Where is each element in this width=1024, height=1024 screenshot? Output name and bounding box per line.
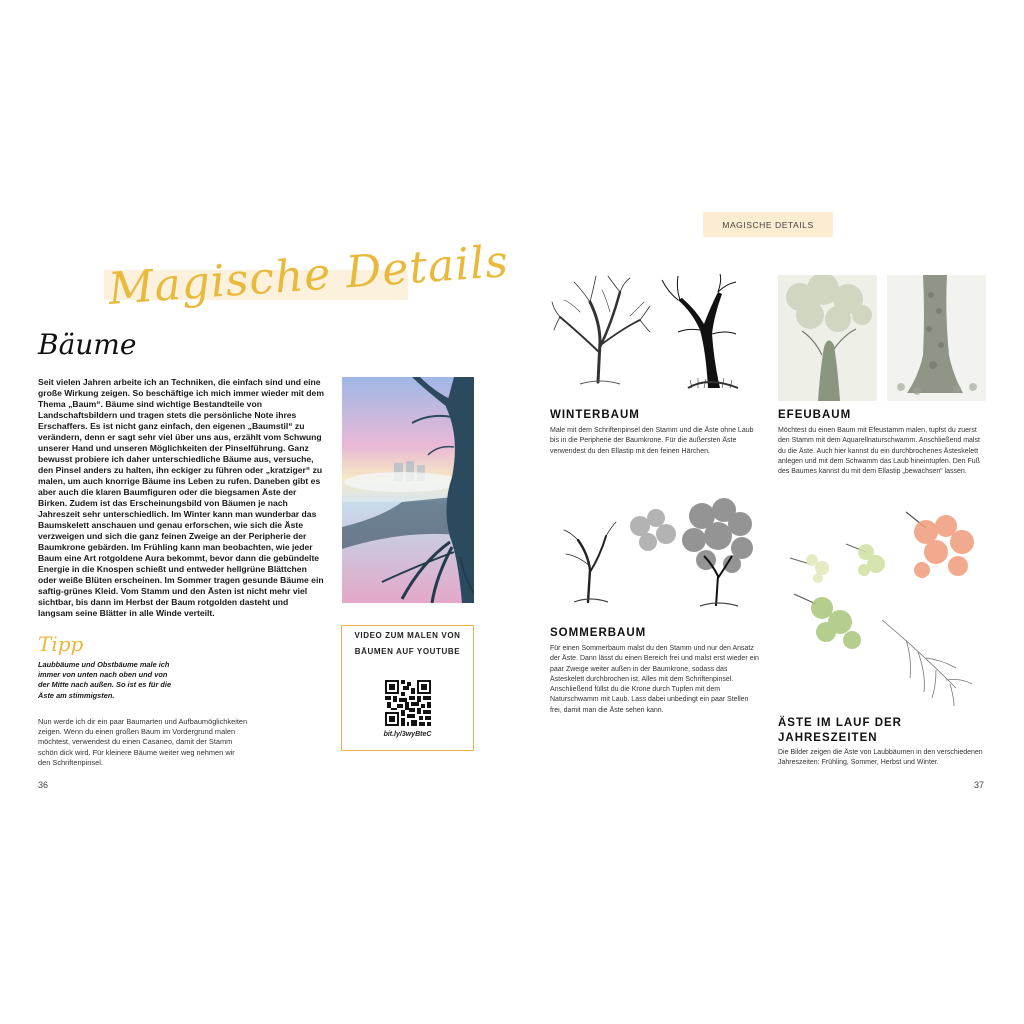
seasonal-branches-illustration — [786, 508, 986, 708]
efeubaum-text: Möchtest du einen Baum mit Efeustamm malen, tupfst du zuerst den Stamm mit dem Aquarellnaturschwamm. Anschließend malst du die Äste. Auch hier kannst du ein durchbrochenes Ästeskelett anlegen und mit dem Schwamm das Laub hineintupfen. Den Fuß des Baumes kannst du mit dem Ellastip „bewachsen“ lassen. — [778, 427, 980, 476]
qr-code-icon[interactable] — [385, 680, 431, 726]
video-callout-title: VIDEO ZUM MALEN VON BÄUMEN AUF YOUTUBE — [354, 631, 461, 656]
sommerbaum-text: Für einen Sommerbaum malst du den Stamm und nur den Ansatz der Äste. Dann lässt du einen Bereich frei und malst erst wieder ein paar Zweige weiter außen in der Baumkrone, sodass das Ästeskelett durchbrochen ist. Alles mit dem Schriftenpinsel. Anschließend füllst du die Krone durch Tupfen mit dem Naturschwamm mit Laub. Lass dabei unbedingt ein paar Stellen frei, damit man die Äste sehen kann. — [550, 645, 759, 714]
running-header-tag: MAGISCHE DETAILS — [703, 212, 833, 237]
tree-painting-image — [342, 377, 474, 603]
intro-paragraph: Seit vielen Jahren arbeite ich an Techniken, die einfach sind und eine große Wirkung zeigen. So beschäftige ich mich immer wieder mit dem Thema „Baum“. Bäume sind wichtige Bestandteile von Landschaftsbildern und tragen stets die persönliche Note ihres Erschaffers. Es ist nicht ganz einfach, den eigenen „Baumstil“ zu verändern, denn er sagt sehr viel über uns aus, erzählt vom Schwung unserer Hand und unseren Möglichkeiten der Pinselführung. Ganz bewusst probiere ich daher unterschiedliche Bäume aus, versuche, den Pinsel anders zu halten, ihn eckiger zu führen oder „kratziger“ zu malen, um auch knorrige Bäume ins Leben zu rufen. Daneben gibt es aber auch die klaren Baumfiguren oder die biegsamen Äste der Birken. Zudem ist das Erscheinungsbild von Bäumen je nach Jahreszeit sehr unterschiedlich. Im Winter kann man wunderbar das Baumskelett anschauen und genau erforschen, wie sich die Äste verzweigen und sich die ganz feinen Zweige an der Peripherie der Baumkrone gebärden. Im Frühling kann man beobachten, wie jeder Baum eine Art rotgoldene Aura bekommt, bevor dann die gebündelte Energie in die Knospen schießt und entweder hellgrüne Blättchen oder weiße Blüten erscheinen. Im Sommer tragen gesunde Bäume ein saftig-grünes Kleid. Vom Stamm und den Ästen ist nicht mehr viel sichtbar, bis dann im Herbst der Baum rotgolden dasteht und langsam seine Blätter in alle Winde verteilt. — [38, 377, 324, 618]
efeu-tree-photo-left — [778, 275, 877, 401]
chapter-title: Magische Details — [106, 236, 511, 315]
section-title-baeume: Bäume — [38, 328, 137, 361]
video-short-link[interactable]: bit.ly/3wyBteC — [383, 731, 432, 738]
page-number-right: 37 — [974, 780, 985, 790]
tipp-heading: Tipp — [38, 632, 84, 656]
sommerbaum-heading: SOMMERBAUM — [550, 627, 647, 639]
winter-tree-illustration — [550, 272, 756, 402]
video-callout-box — [341, 625, 474, 751]
efeubaum-heading: EFEUBAUM — [778, 409, 852, 421]
tipp-text: Laubbäume und Obstbäume male ich immer von unten nach oben und von der Mitte nach außen. So ist es für die Äste am stimmigsten. — [38, 660, 172, 700]
aeste-text: Die Bilder zeigen die Äste von Laubbäumen in den verschiedenen Jahreszeiten: Frühling, Sommer, Herbst und Winter. — [778, 749, 983, 767]
winterbaum-heading: WINTERBAUM — [550, 409, 640, 421]
aeste-heading: ÄSTE IM LAUF DER JAHRESZEITEN — [778, 717, 902, 744]
outro-paragraph: Nun werde ich dir ein paar Baumarten und Aufbaumöglichkeiten zeigen. Wenn du einen großen Baum im Vordergrund malen möchtest, verwendest du einen Casaneo, damit der Stamm schön dick wird. Für kleinere Bäume weiter weg nehmen wir den Schriftenpinsel. — [38, 717, 248, 767]
winterbaum-text: Male mit dem Schriftenpinsel den Stamm und die Äste ohne Laub bis in die Peripherie der Baumkrone. Für die äußersten Äste verwendest du den Ellastip mit den feinen Härchen. — [550, 427, 754, 455]
efeu-tree-photo-right — [887, 275, 986, 401]
summer-tree-illustration — [560, 496, 760, 612]
page-number-left: 36 — [38, 780, 49, 790]
